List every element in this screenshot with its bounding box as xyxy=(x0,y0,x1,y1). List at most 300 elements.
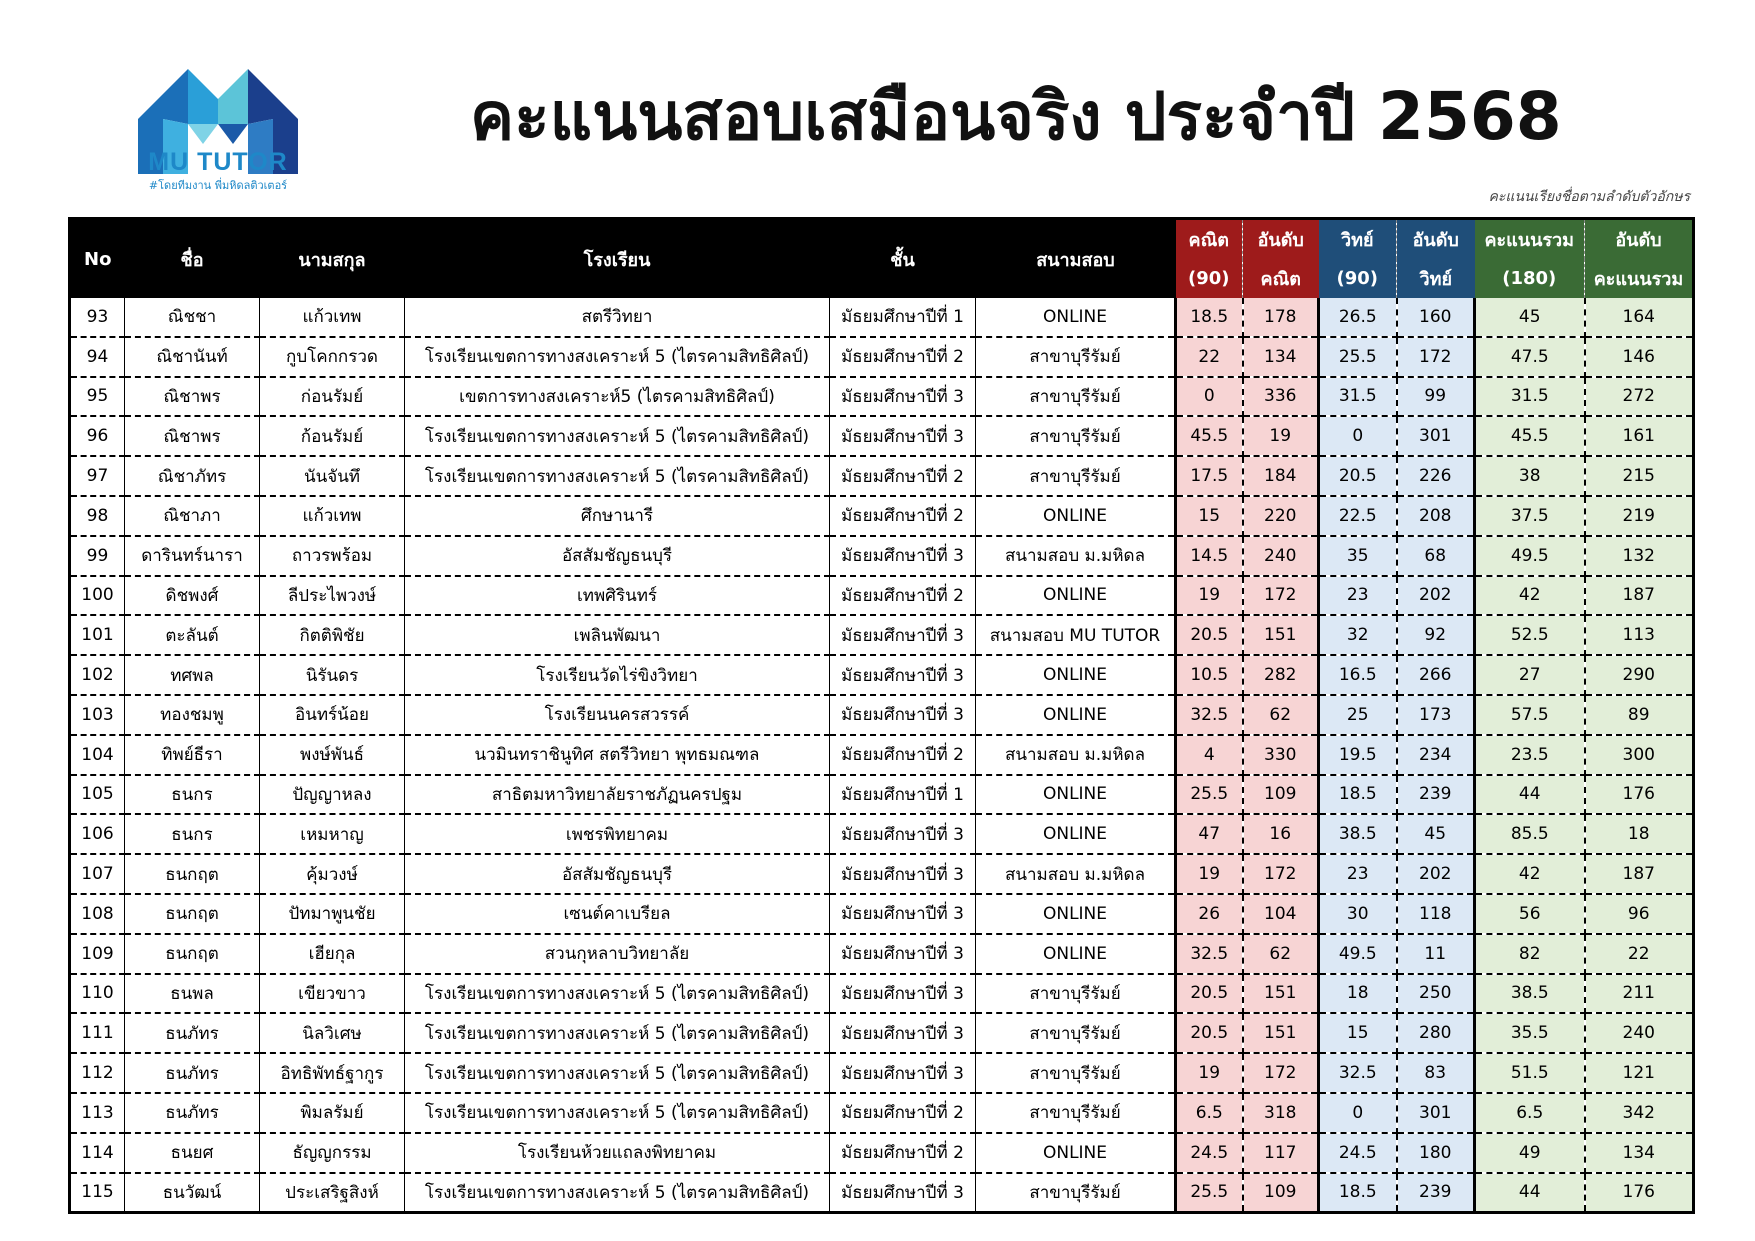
score-table-body xyxy=(70,298,1694,1213)
header-math-max: (90) xyxy=(1176,259,1243,298)
sort-note: คะแนนเรียงชื่อตามลำดับตัวอักษร xyxy=(1488,189,1690,205)
cell-no: 102 xyxy=(70,655,125,695)
cell-grade: มัธยมศึกษาปีที่ 2 xyxy=(830,1093,976,1133)
cell-last-name: ปัญญาหลง xyxy=(260,775,405,815)
cell-no: 106 xyxy=(70,814,125,854)
cell-math-score: 19 xyxy=(1176,1053,1243,1093)
cell-no: 108 xyxy=(70,894,125,934)
cell-math-rank: 172 xyxy=(1243,1053,1319,1093)
cell-last-name: ถาวรพร้อม xyxy=(260,536,405,576)
table-row xyxy=(70,775,1694,815)
cell-first-name: ธนกร xyxy=(125,775,260,815)
cell-sci-rank: 226 xyxy=(1397,456,1475,496)
cell-school: เขตการทางสงเคราะห์5 (ไตรคามสิทธิศิลป์) xyxy=(405,377,830,417)
cell-math-score: 20.5 xyxy=(1176,615,1243,655)
cell-sci-rank: 172 xyxy=(1397,337,1475,377)
cell-school: โรงเรียนเขตการทางสงเคราะห์ 5 (ไตรคามสิทธิศิลป์) xyxy=(405,1053,830,1093)
cell-venue: สาขาบุรีรัมย์ xyxy=(976,416,1176,456)
cell-last-name: ธัญญกรรม xyxy=(260,1133,405,1173)
header-grade: ชั้น xyxy=(830,219,976,299)
table-row xyxy=(70,934,1694,974)
cell-total-rank: 300 xyxy=(1585,735,1694,775)
cell-total-score: 42 xyxy=(1475,854,1585,894)
cell-school: โรงเรียนเขตการทางสงเคราะห์ 5 (ไตรคามสิทธิศิลป์) xyxy=(405,337,830,377)
cell-grade: มัธยมศึกษาปีที่ 3 xyxy=(830,377,976,417)
cell-total-rank: 121 xyxy=(1585,1053,1694,1093)
table-row xyxy=(70,854,1694,894)
cell-sci-rank: 68 xyxy=(1397,536,1475,576)
cell-math-score: 18.5 xyxy=(1176,298,1243,337)
cell-sci-rank: 202 xyxy=(1397,854,1475,894)
cell-sci-score: 30 xyxy=(1319,894,1397,934)
cell-first-name: ธนพล xyxy=(125,974,260,1014)
cell-total-rank: 176 xyxy=(1585,1173,1694,1213)
cell-last-name: นันจันทึ xyxy=(260,456,405,496)
cell-grade: มัธยมศึกษาปีที่ 3 xyxy=(830,854,976,894)
cell-total-score: 6.5 xyxy=(1475,1093,1585,1133)
cell-last-name: เฮียกุล xyxy=(260,934,405,974)
page-title: คะแนนสอบเสมือนจริง ประจำปี 2568 xyxy=(470,78,1562,155)
cell-sci-score: 35 xyxy=(1319,536,1397,576)
table-row xyxy=(70,377,1694,417)
cell-math-score: 6.5 xyxy=(1176,1093,1243,1133)
cell-math-rank: 240 xyxy=(1243,536,1319,576)
cell-no: 115 xyxy=(70,1173,125,1213)
cell-venue: สาขาบุรีรัมย์ xyxy=(976,974,1176,1014)
cell-total-score: 45.5 xyxy=(1475,416,1585,456)
cell-school: โรงเรียนเขตการทางสงเคราะห์ 5 (ไตรคามสิทธิศิลป์) xyxy=(405,456,830,496)
cell-total-rank: 132 xyxy=(1585,536,1694,576)
header-first-name: ชื่อ xyxy=(125,219,260,299)
cell-first-name: ตะลันต์ xyxy=(125,615,260,655)
cell-first-name: ธนกฤต xyxy=(125,854,260,894)
cell-last-name: กูบโคกกรวด xyxy=(260,337,405,377)
table-row xyxy=(70,416,1694,456)
header-math-rank-sub: คณิต xyxy=(1243,259,1319,298)
cell-no: 112 xyxy=(70,1053,125,1093)
cell-math-rank: 151 xyxy=(1243,974,1319,1014)
cell-sci-rank: 234 xyxy=(1397,735,1475,775)
cell-math-rank: 178 xyxy=(1243,298,1319,337)
cell-math-score: 10.5 xyxy=(1176,655,1243,695)
cell-school: เพลินพัฒนา xyxy=(405,615,830,655)
cell-no: 107 xyxy=(70,854,125,894)
cell-sci-rank: 266 xyxy=(1397,655,1475,695)
cell-total-rank: 187 xyxy=(1585,854,1694,894)
cell-last-name: พงษ์พันธ์ xyxy=(260,735,405,775)
cell-no: 111 xyxy=(70,1013,125,1053)
cell-sci-score: 23 xyxy=(1319,576,1397,616)
cell-grade: มัธยมศึกษาปีที่ 3 xyxy=(830,1013,976,1053)
cell-no: 109 xyxy=(70,934,125,974)
table-row xyxy=(70,337,1694,377)
cell-math-rank: 109 xyxy=(1243,775,1319,815)
cell-first-name: ธนภัทร xyxy=(125,1093,260,1133)
cell-math-rank: 109 xyxy=(1243,1173,1319,1213)
logo-tagline: #โดยทีมงาน พี่มหิดลติวเตอร์ xyxy=(148,179,288,192)
cell-total-score: 42 xyxy=(1475,576,1585,616)
cell-venue: ONLINE xyxy=(976,496,1176,536)
score-table xyxy=(68,217,1695,1214)
cell-sci-rank: 83 xyxy=(1397,1053,1475,1093)
cell-last-name: คุ้มวงษ์ xyxy=(260,854,405,894)
cell-total-rank: 96 xyxy=(1585,894,1694,934)
cell-math-rank: 318 xyxy=(1243,1093,1319,1133)
cell-math-score: 20.5 xyxy=(1176,974,1243,1014)
cell-first-name: ธนภัทร xyxy=(125,1053,260,1093)
cell-last-name: พิมลรัมย์ xyxy=(260,1093,405,1133)
cell-venue: สาขาบุรีรัมย์ xyxy=(976,1173,1176,1213)
cell-venue: สนามสอบ ม.มหิดล xyxy=(976,735,1176,775)
cell-total-rank: 272 xyxy=(1585,377,1694,417)
cell-first-name: ณิชาภัทร xyxy=(125,456,260,496)
table-row xyxy=(70,974,1694,1014)
cell-math-score: 32.5 xyxy=(1176,695,1243,735)
cell-sci-rank: 180 xyxy=(1397,1133,1475,1173)
cell-sci-score: 38.5 xyxy=(1319,814,1397,854)
cell-sci-score: 18 xyxy=(1319,974,1397,1014)
cell-grade: มัธยมศึกษาปีที่ 3 xyxy=(830,615,976,655)
cell-total-score: 38.5 xyxy=(1475,974,1585,1014)
table-row xyxy=(70,456,1694,496)
cell-last-name: นิลวิเศษ xyxy=(260,1013,405,1053)
cell-total-rank: 89 xyxy=(1585,695,1694,735)
table-row xyxy=(70,1013,1694,1053)
cell-school: โรงเรียนเขตการทางสงเคราะห์ 5 (ไตรคามสิทธิศิลป์) xyxy=(405,1013,830,1053)
cell-grade: มัธยมศึกษาปีที่ 2 xyxy=(830,576,976,616)
cell-math-score: 17.5 xyxy=(1176,456,1243,496)
cell-total-score: 57.5 xyxy=(1475,695,1585,735)
cell-math-score: 22 xyxy=(1176,337,1243,377)
cell-sci-score: 19.5 xyxy=(1319,735,1397,775)
cell-total-rank: 187 xyxy=(1585,576,1694,616)
table-row xyxy=(70,655,1694,695)
cell-venue: สาขาบุรีรัมย์ xyxy=(976,1093,1176,1133)
cell-sci-score: 18.5 xyxy=(1319,1173,1397,1213)
cell-math-rank: 117 xyxy=(1243,1133,1319,1173)
cell-math-score: 14.5 xyxy=(1176,536,1243,576)
cell-math-score: 0 xyxy=(1176,377,1243,417)
cell-last-name: เขียวขาว xyxy=(260,974,405,1014)
cell-sci-score: 18.5 xyxy=(1319,775,1397,815)
cell-total-rank: 290 xyxy=(1585,655,1694,695)
cell-grade: มัธยมศึกษาปีที่ 1 xyxy=(830,298,976,337)
cell-total-rank: 164 xyxy=(1585,298,1694,337)
cell-no: 105 xyxy=(70,775,125,815)
cell-grade: มัธยมศึกษาปีที่ 2 xyxy=(830,456,976,496)
cell-sci-score: 26.5 xyxy=(1319,298,1397,337)
cell-school: โรงเรียนเขตการทางสงเคราะห์ 5 (ไตรคามสิทธิศิลป์) xyxy=(405,416,830,456)
cell-school: โรงเรียนเขตการทางสงเคราะห์ 5 (ไตรคามสิทธิศิลป์) xyxy=(405,974,830,1014)
cell-sci-rank: 239 xyxy=(1397,775,1475,815)
cell-venue: ONLINE xyxy=(976,775,1176,815)
cell-math-rank: 62 xyxy=(1243,695,1319,735)
cell-last-name: ลีประไพวงษ์ xyxy=(260,576,405,616)
cell-grade: มัธยมศึกษาปีที่ 3 xyxy=(830,894,976,934)
cell-total-score: 49.5 xyxy=(1475,536,1585,576)
cell-venue: สนามสอบ ม.มหิดล xyxy=(976,854,1176,894)
cell-school: สวนกุหลาบวิทยาลัย xyxy=(405,934,830,974)
cell-sci-rank: 280 xyxy=(1397,1013,1475,1053)
cell-sci-score: 25.5 xyxy=(1319,337,1397,377)
cell-first-name: ณิชชา xyxy=(125,298,260,337)
cell-last-name: ก้อนรัมย์ xyxy=(260,416,405,456)
cell-first-name: ธนยศ xyxy=(125,1133,260,1173)
cell-venue: ONLINE xyxy=(976,814,1176,854)
cell-math-rank: 134 xyxy=(1243,337,1319,377)
cell-math-score: 32.5 xyxy=(1176,934,1243,974)
cell-total-score: 45 xyxy=(1475,298,1585,337)
cell-math-rank: 172 xyxy=(1243,854,1319,894)
cell-sci-rank: 92 xyxy=(1397,615,1475,655)
cell-no: 96 xyxy=(70,416,125,456)
cell-first-name: ธนกร xyxy=(125,814,260,854)
cell-sci-rank: 208 xyxy=(1397,496,1475,536)
cell-math-rank: 62 xyxy=(1243,934,1319,974)
cell-math-score: 15 xyxy=(1176,496,1243,536)
cell-venue: สาขาบุรีรัมย์ xyxy=(976,1053,1176,1093)
cell-total-rank: 161 xyxy=(1585,416,1694,456)
cell-sci-rank: 160 xyxy=(1397,298,1475,337)
table-row xyxy=(70,298,1694,337)
cell-first-name: ณิชาภา xyxy=(125,496,260,536)
cell-total-score: 38 xyxy=(1475,456,1585,496)
cell-total-score: 49 xyxy=(1475,1133,1585,1173)
cell-first-name: ณิชาพร xyxy=(125,416,260,456)
cell-math-score: 25.5 xyxy=(1176,1173,1243,1213)
cell-sci-score: 49.5 xyxy=(1319,934,1397,974)
cell-total-rank: 215 xyxy=(1585,456,1694,496)
cell-sci-score: 31.5 xyxy=(1319,377,1397,417)
cell-math-score: 25.5 xyxy=(1176,775,1243,815)
cell-math-score: 19 xyxy=(1176,854,1243,894)
cell-math-rank: 151 xyxy=(1243,615,1319,655)
cell-total-score: 37.5 xyxy=(1475,496,1585,536)
header-no: No xyxy=(70,219,125,299)
cell-venue: สาขาบุรีรัมย์ xyxy=(976,377,1176,417)
cell-last-name: ประเสริฐสิงห์ xyxy=(260,1173,405,1213)
cell-total-rank: 342 xyxy=(1585,1093,1694,1133)
cell-venue: สาขาบุรีรัมย์ xyxy=(976,1013,1176,1053)
cell-last-name: ก่อนรัมย์ xyxy=(260,377,405,417)
cell-venue: ONLINE xyxy=(976,695,1176,735)
cell-grade: มัธยมศึกษาปีที่ 3 xyxy=(830,536,976,576)
cell-sci-rank: 202 xyxy=(1397,576,1475,616)
cell-first-name: ทิพย์ธีรา xyxy=(125,735,260,775)
cell-venue: ONLINE xyxy=(976,298,1176,337)
cell-sci-rank: 45 xyxy=(1397,814,1475,854)
cell-last-name: เหมหาญ xyxy=(260,814,405,854)
cell-no: 95 xyxy=(70,377,125,417)
header-sci: วิทย์ xyxy=(1319,219,1397,260)
cell-total-rank: 219 xyxy=(1585,496,1694,536)
cell-grade: มัธยมศึกษาปีที่ 2 xyxy=(830,1133,976,1173)
header-school: โรงเรียน xyxy=(405,219,830,299)
header-sci-rank: อันดับ xyxy=(1397,219,1475,260)
cell-first-name: ทศพล xyxy=(125,655,260,695)
cell-first-name: ธนภัทร xyxy=(125,1013,260,1053)
cell-math-rank: 336 xyxy=(1243,377,1319,417)
cell-sci-rank: 301 xyxy=(1397,1093,1475,1133)
cell-math-score: 24.5 xyxy=(1176,1133,1243,1173)
cell-school: โรงเรียนเขตการทางสงเคราะห์ 5 (ไตรคามสิทธิศิลป์) xyxy=(405,1173,830,1213)
cell-total-rank: 146 xyxy=(1585,337,1694,377)
cell-no: 93 xyxy=(70,298,125,337)
cell-total-rank: 18 xyxy=(1585,814,1694,854)
header-total-rank: อันดับ xyxy=(1585,219,1694,260)
cell-school: โรงเรียนวัดไร่ขิงวิทยา xyxy=(405,655,830,695)
cell-math-score: 47 xyxy=(1176,814,1243,854)
cell-no: 103 xyxy=(70,695,125,735)
cell-math-rank: 104 xyxy=(1243,894,1319,934)
cell-grade: มัธยมศึกษาปีที่ 3 xyxy=(830,814,976,854)
cell-sci-score: 24.5 xyxy=(1319,1133,1397,1173)
table-row xyxy=(70,1173,1694,1213)
cell-sci-rank: 301 xyxy=(1397,416,1475,456)
cell-venue: สาขาบุรีรัมย์ xyxy=(976,337,1176,377)
cell-sci-score: 15 xyxy=(1319,1013,1397,1053)
cell-venue: สนามสอบ ม.มหิดล xyxy=(976,536,1176,576)
cell-total-rank: 113 xyxy=(1585,615,1694,655)
cell-total-score: 52.5 xyxy=(1475,615,1585,655)
cell-sci-score: 20.5 xyxy=(1319,456,1397,496)
cell-first-name: ธนกฤต xyxy=(125,894,260,934)
cell-total-rank: 176 xyxy=(1585,775,1694,815)
cell-total-score: 31.5 xyxy=(1475,377,1585,417)
cell-total-score: 82 xyxy=(1475,934,1585,974)
table-row xyxy=(70,576,1694,616)
logo-text: MU TUTOR xyxy=(148,148,288,176)
cell-venue: ONLINE xyxy=(976,894,1176,934)
cell-grade: มัธยมศึกษาปีที่ 2 xyxy=(830,337,976,377)
cell-grade: มัธยมศึกษาปีที่ 1 xyxy=(830,775,976,815)
table-row xyxy=(70,894,1694,934)
cell-no: 100 xyxy=(70,576,125,616)
cell-no: 94 xyxy=(70,337,125,377)
cell-total-score: 44 xyxy=(1475,775,1585,815)
table-row xyxy=(70,536,1694,576)
cell-grade: มัธยมศึกษาปีที่ 3 xyxy=(830,974,976,1014)
cell-last-name: ปัทมาพูนชัย xyxy=(260,894,405,934)
header-math: คณิต xyxy=(1176,219,1243,260)
cell-no: 98 xyxy=(70,496,125,536)
table-row xyxy=(70,735,1694,775)
cell-math-rank: 220 xyxy=(1243,496,1319,536)
cell-venue: ONLINE xyxy=(976,934,1176,974)
cell-venue: ONLINE xyxy=(976,655,1176,695)
cell-school: อัสสัมชัญธนบุรี xyxy=(405,854,830,894)
cell-school: เซนต์คาเบรียล xyxy=(405,894,830,934)
cell-math-score: 26 xyxy=(1176,894,1243,934)
cell-first-name: ธนกฤต xyxy=(125,934,260,974)
cell-math-score: 4 xyxy=(1176,735,1243,775)
header-total-rank-sub: คะแนนรวม xyxy=(1585,259,1694,298)
header-sci-max: (90) xyxy=(1319,259,1397,298)
cell-math-rank: 16 xyxy=(1243,814,1319,854)
cell-total-rank: 134 xyxy=(1585,1133,1694,1173)
cell-school: โรงเรียนเขตการทางสงเคราะห์ 5 (ไตรคามสิทธิศิลป์) xyxy=(405,1093,830,1133)
cell-total-score: 23.5 xyxy=(1475,735,1585,775)
header-total-max: (180) xyxy=(1475,259,1585,298)
cell-no: 101 xyxy=(70,615,125,655)
cell-first-name: ทองชมพู xyxy=(125,695,260,735)
cell-total-score: 56 xyxy=(1475,894,1585,934)
cell-grade: มัธยมศึกษาปีที่ 3 xyxy=(830,655,976,695)
cell-school: นวมินทราชินูทิศ สตรีวิทยา พุทธมณฑล xyxy=(405,735,830,775)
cell-venue: ONLINE xyxy=(976,1133,1176,1173)
cell-math-score: 45.5 xyxy=(1176,416,1243,456)
cell-sci-score: 23 xyxy=(1319,854,1397,894)
cell-math-rank: 172 xyxy=(1243,576,1319,616)
cell-last-name: แก้วเทพ xyxy=(260,496,405,536)
cell-last-name: แก้วเทพ xyxy=(260,298,405,337)
cell-sci-score: 32.5 xyxy=(1319,1053,1397,1093)
header-last-name: นามสกุล xyxy=(260,219,405,299)
cell-first-name: ธนวัฒน์ xyxy=(125,1173,260,1213)
cell-sci-rank: 173 xyxy=(1397,695,1475,735)
cell-sci-rank: 118 xyxy=(1397,894,1475,934)
cell-no: 110 xyxy=(70,974,125,1014)
cell-sci-score: 32 xyxy=(1319,615,1397,655)
cell-venue: ONLINE xyxy=(976,576,1176,616)
cell-sci-score: 22.5 xyxy=(1319,496,1397,536)
cell-no: 104 xyxy=(70,735,125,775)
cell-grade: มัธยมศึกษาปีที่ 3 xyxy=(830,416,976,456)
cell-first-name: ดิชพงศ์ xyxy=(125,576,260,616)
cell-total-score: 47.5 xyxy=(1475,337,1585,377)
table-row xyxy=(70,1093,1694,1133)
cell-total-score: 27 xyxy=(1475,655,1585,695)
cell-math-score: 19 xyxy=(1176,576,1243,616)
cell-last-name: อินทร์น้อย xyxy=(260,695,405,735)
cell-sci-score: 25 xyxy=(1319,695,1397,735)
cell-venue: สาขาบุรีรัมย์ xyxy=(976,456,1176,496)
cell-grade: มัธยมศึกษาปีที่ 2 xyxy=(830,496,976,536)
cell-grade: มัธยมศึกษาปีที่ 3 xyxy=(830,1053,976,1093)
cell-sci-score: 16.5 xyxy=(1319,655,1397,695)
cell-grade: มัธยมศึกษาปีที่ 3 xyxy=(830,934,976,974)
cell-school: สาธิตมหาวิทยาลัยราชภัฏนครปฐม xyxy=(405,775,830,815)
cell-school: อัสสัมชัญธนบุรี xyxy=(405,536,830,576)
cell-first-name: ณิชาพร xyxy=(125,377,260,417)
cell-first-name: ณิชานันท์ xyxy=(125,337,260,377)
cell-school: ศึกษานารี xyxy=(405,496,830,536)
cell-sci-rank: 11 xyxy=(1397,934,1475,974)
cell-total-rank: 22 xyxy=(1585,934,1694,974)
cell-no: 97 xyxy=(70,456,125,496)
table-row xyxy=(70,1133,1694,1173)
cell-total-score: 44 xyxy=(1475,1173,1585,1213)
cell-math-rank: 184 xyxy=(1243,456,1319,496)
cell-sci-rank: 239 xyxy=(1397,1173,1475,1213)
cell-school: สตรีวิทยา xyxy=(405,298,830,337)
cell-math-rank: 330 xyxy=(1243,735,1319,775)
cell-total-score: 85.5 xyxy=(1475,814,1585,854)
header-math-rank: อันดับ xyxy=(1243,219,1319,260)
cell-grade: มัธยมศึกษาปีที่ 2 xyxy=(830,735,976,775)
cell-grade: มัธยมศึกษาปีที่ 3 xyxy=(830,1173,976,1213)
cell-grade: มัธยมศึกษาปีที่ 3 xyxy=(830,695,976,735)
table-row xyxy=(70,1053,1694,1093)
cell-last-name: กิตติพิชัย xyxy=(260,615,405,655)
cell-total-score: 51.5 xyxy=(1475,1053,1585,1093)
cell-math-rank: 151 xyxy=(1243,1013,1319,1053)
cell-no: 99 xyxy=(70,536,125,576)
cell-no: 114 xyxy=(70,1133,125,1173)
header-total: คะแนนรวม xyxy=(1475,219,1585,260)
cell-math-score: 20.5 xyxy=(1176,1013,1243,1053)
table-row xyxy=(70,496,1694,536)
